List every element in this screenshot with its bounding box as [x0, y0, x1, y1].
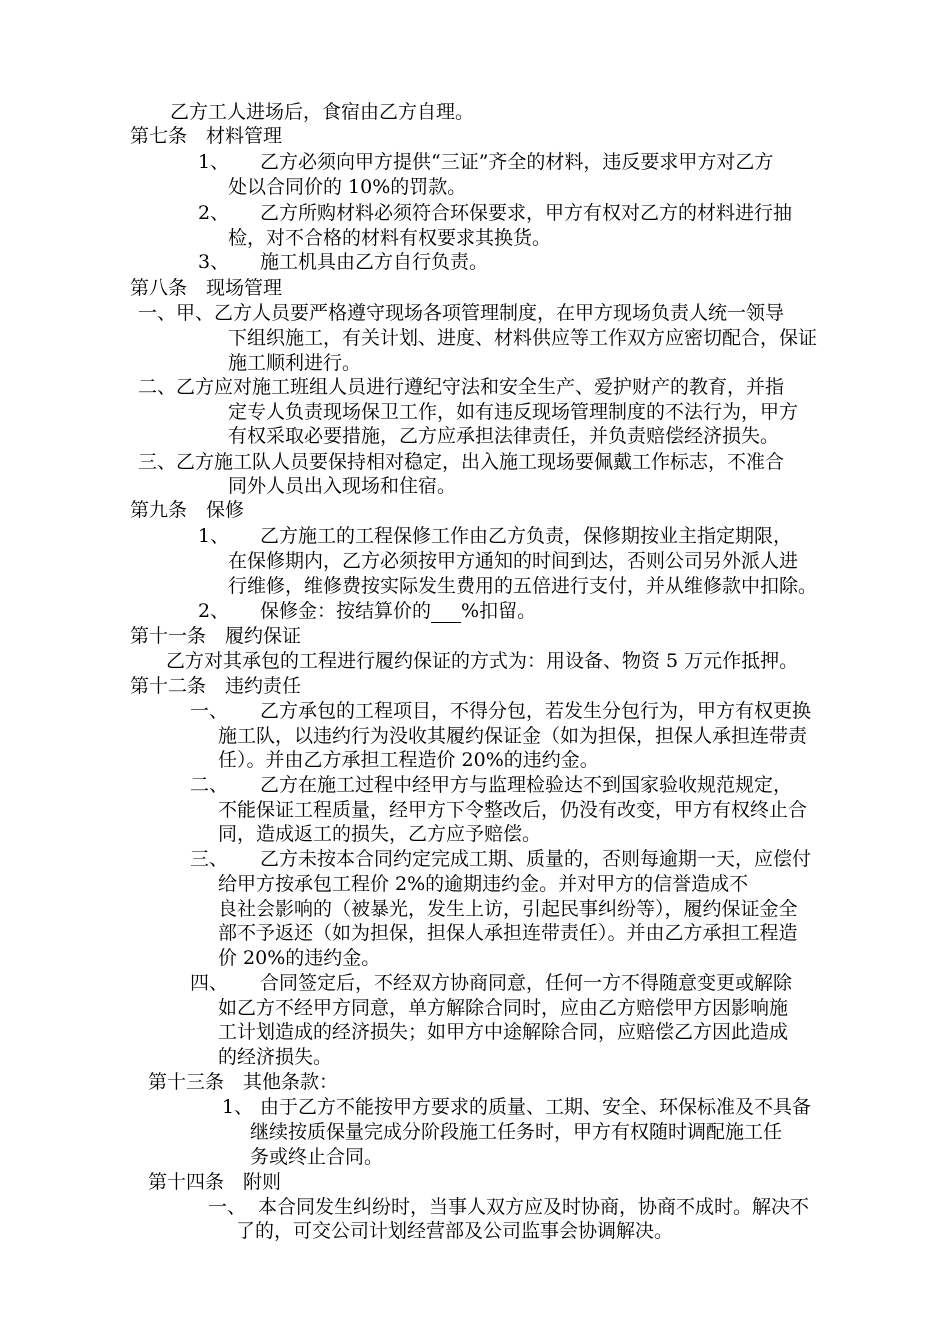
list-item-text: 如乙方不经甲方同意，单方解除合同时，应由乙方赔偿甲方因影响施	[218, 997, 789, 1019]
list-item-text: 不能保证工程质量，经甲方下令整改后，仍没有改变，甲方有权终止合	[218, 799, 808, 821]
list-item-text: 检，对不合格的材料有权要求其换货。	[228, 227, 552, 249]
list-item-text: 合同签定后，不经双方协商同意，任何一方不得随意变更或解除	[260, 972, 793, 994]
list-item-text: 部不予返还（如为担保，担保人承担连带责任）。并由乙方承担工程造	[218, 922, 798, 944]
list-item-text: 同，造成返工的损失，乙方应予赔偿。	[218, 823, 542, 845]
paragraph-line: 乙方对其承包的工程进行履约保证的方式为：用设备、物资 5 万元作抵押。	[166, 650, 799, 672]
list-number: 一、	[208, 1196, 247, 1218]
paragraph-line: 乙方工人进场后，食宿由乙方自理。	[170, 101, 475, 123]
list-item-text: 务或终止合同。	[250, 1146, 384, 1168]
section-heading: 第八条 现场管理	[130, 277, 283, 299]
list-item-text: 的经济损失。	[218, 1046, 333, 1068]
list-item-text: 施工队，以违约行为没收其履约保证金（如为担保，担保人承担连带责	[218, 725, 808, 747]
list-item-text: 一、甲、乙方人员要严格遵守现场各项管理制度，在甲方现场负责人统一领导	[138, 302, 785, 324]
section-heading: 第七条 材料管理	[130, 125, 283, 147]
section-heading: 第十一条 履约保证	[130, 625, 302, 647]
fill-text: 保修金：按结算价的	[260, 600, 432, 622]
list-item-text: 乙方所购材料必须符合环保要求，甲方有权对乙方的材料进行抽	[260, 202, 793, 224]
list-item-text: 二、乙方应对施工班组人员进行遵纪守法和安全生产、爱护财产的教育，并指	[138, 376, 785, 398]
fill-text: %扣留。	[461, 600, 537, 622]
list-item-text: 乙方承包的工程项目，不得分包，若发生分包行为，甲方有权更换	[260, 700, 812, 722]
list-number: 1、	[222, 1096, 254, 1118]
list-item-text: 乙方必须向甲方提供“三证”齐全的材料，违反要求甲方对乙方	[260, 151, 774, 173]
list-number: 四、	[190, 972, 229, 994]
list-item-text: 下组织施工，有关计划、进度、材料供应等工作双方应密切配合，保证	[228, 327, 818, 349]
list-number: 2、	[198, 600, 230, 622]
list-item-text: 三、乙方施工队人员要保持相对稳定，出入施工现场要佩戴工作标志，不准合	[138, 451, 785, 473]
list-item-text: 有权采取必要措施，乙方应承担法律责任，并负责赔偿经济损失。	[228, 425, 780, 447]
list-number: 1、	[198, 151, 230, 173]
list-item-text: 继续按质保量完成分阶段施工任务时，甲方有权随时调配施工任	[250, 1121, 783, 1143]
list-item-text: 工计划造成的经济损失；如甲方中途解除合同，应赔偿乙方因此造成	[218, 1021, 789, 1043]
list-number: 二、	[190, 774, 229, 796]
list-item-text: 乙方在施工过程中经甲方与监理检验达不到国家验收规范规定，	[260, 774, 793, 796]
list-number: 三、	[190, 848, 229, 870]
list-item-text	[260, 599, 536, 623]
section-heading: 第十二条 违约责任	[130, 675, 302, 697]
list-number: 一、	[190, 700, 229, 722]
list-item-text: 行维修，维修费按实际发生费用的五倍进行支付，并从维修款中扣除。	[228, 575, 818, 597]
list-item-text: 良社会影响的（被暴光，发生上访，引起民事纠纷等），履约保证金全	[218, 898, 798, 920]
section-heading: 第九条 保修	[130, 499, 245, 521]
list-item-text: 施工顺利进行。	[228, 352, 362, 374]
list-number: 2、	[198, 202, 230, 224]
list-item-text: 本合同发生纠纷时，当事人双方应及时协商，协商不成时。解决不	[258, 1196, 810, 1218]
list-item-text: 由于乙方不能按甲方要求的质量、工期、安全、环保标准及不具备	[260, 1096, 812, 1118]
list-item-text: 同外人员出入现场和住宿。	[228, 475, 457, 497]
section-heading: 第十三条 其他条款：	[148, 1071, 339, 1093]
list-item-text: 处以合同价的 10%的罚款。	[228, 176, 467, 198]
list-number: 3、	[198, 251, 230, 273]
list-item-text: 施工机具由乙方自行负责。	[260, 251, 489, 273]
list-item-text: 了的，可交公司计划经营部及公司监事会协调解决。	[236, 1220, 674, 1242]
list-item-text: 定专人负责现场保卫工作，如有违反现场管理制度的不法行为，甲方	[228, 401, 799, 423]
section-heading: 第十四条 附则	[148, 1171, 282, 1193]
list-item-text: 给甲方按承包工程价 2%的逾期违约金。并对甲方的信誉造成不	[218, 873, 749, 895]
blank-underline	[431, 604, 461, 623]
list-item-text: 价 20%的违约金。	[218, 947, 381, 969]
list-number: 1、	[198, 525, 230, 547]
list-item-text: 任）。并由乙方承担工程造价 20%的违约金。	[218, 749, 599, 771]
list-item-text: 乙方未按本合同约定完成工期、质量的，否则每逾期一天，应偿付	[260, 848, 812, 870]
list-item-text: 乙方施工的工程保修工作由乙方负责，保修期按业主指定期限，	[260, 525, 793, 547]
list-item-text: 在保修期内，乙方必须按甲方通知的时间到达，否则公司另外派人进	[228, 550, 799, 572]
